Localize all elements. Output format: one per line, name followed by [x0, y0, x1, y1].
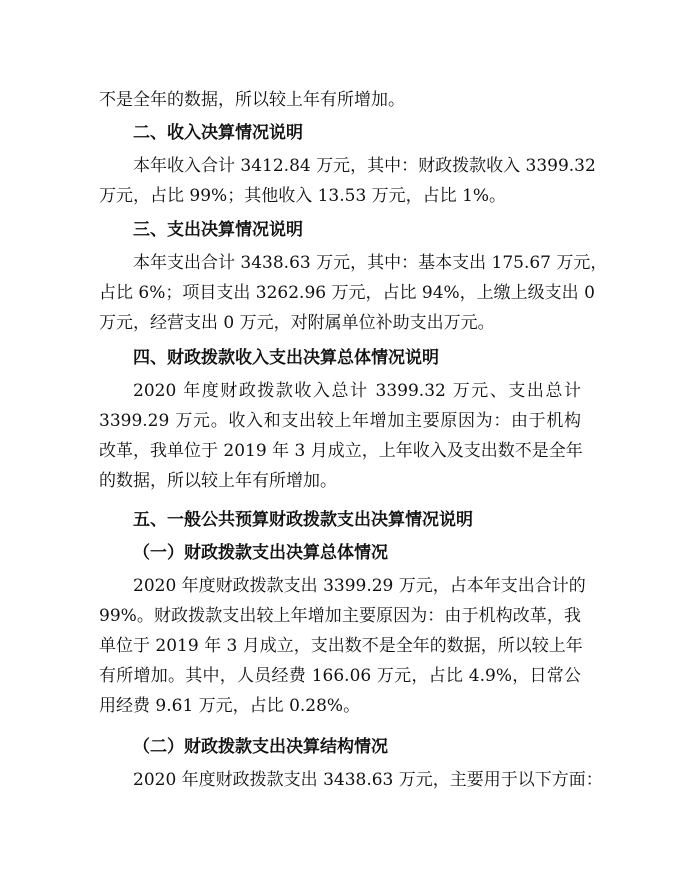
text-line: 占比 6%；项目支出 3262.96 万元，占比 94%，上缴上级支出 0 — [99, 283, 595, 303]
section-heading-expenditure: 三、支出决算情况说明 — [133, 220, 303, 240]
text-line: 的数据，所以较上年有所增加。 — [99, 471, 337, 491]
subheading-structure: （二）财政拨款支出决算结构情况 — [133, 737, 388, 757]
text-line: 2020 年度财政拨款收入总计 3399.32 万元、支出总计 — [133, 381, 581, 401]
text-line: 99%。财政拨款支出较上年增加主要原因为：由于机构改革，我 — [99, 606, 581, 626]
paragraph-overall — [99, 376, 581, 496]
paragraph-total — [99, 571, 586, 721]
text-line: 本年收入合计 3412.84 万元，其中：财政拨款收入 3399.32 — [133, 156, 596, 176]
text-line: 万元，占比 99%；其他收入 13.53 万元，占比 1%。 — [99, 186, 507, 206]
paragraph-income — [99, 151, 596, 211]
text-line: 有所增加。其中，人员经费 166.06 万元，占比 4.9%，日常公 — [99, 666, 581, 686]
section-heading-income: 二、收入决算情况说明 — [133, 123, 303, 143]
text-line: 3399.29 万元。收入和支出较上年增加主要原因为：由于机构 — [99, 411, 581, 431]
paragraph-expenditure — [99, 248, 608, 338]
text-line: 用经费 9.61 万元，占比 0.28%。 — [99, 696, 361, 716]
text-line: 万元，经营支出 0 万元，对附属单位补助支出万元。 — [99, 313, 495, 333]
text-line: 不是全年的数据，所以较上年有所增加。 — [99, 90, 405, 110]
text-line: 2020 年度财政拨款支出 3399.29 万元，占本年支出合计的 — [133, 576, 586, 596]
text-line: 改革，我单位于 2019 年 3 月成立，上年收入及支出数不是全年 — [99, 441, 583, 461]
paragraph-continuation — [99, 85, 581, 115]
text-line: 单位于 2019 年 3 月成立，支出数不是全年的数据，所以较上年 — [99, 636, 583, 656]
text-line: 2020 年度财政拨款支出 3438.63 万元，主要用于以下方面： — [133, 770, 603, 790]
section-heading-general-budget: 五、一般公共预算财政拨款支出决算情况说明 — [133, 510, 473, 530]
subheading-total: （一）财政拨款支出决算总体情况 — [133, 543, 388, 563]
text-line: 本年支出合计 3438.63 万元，其中：基本支出 175.67 万元， — [133, 253, 608, 273]
section-heading-overall: 四、财政拨款收入支出决算总体情况说明 — [133, 348, 439, 368]
paragraph-structure — [99, 765, 603, 795]
